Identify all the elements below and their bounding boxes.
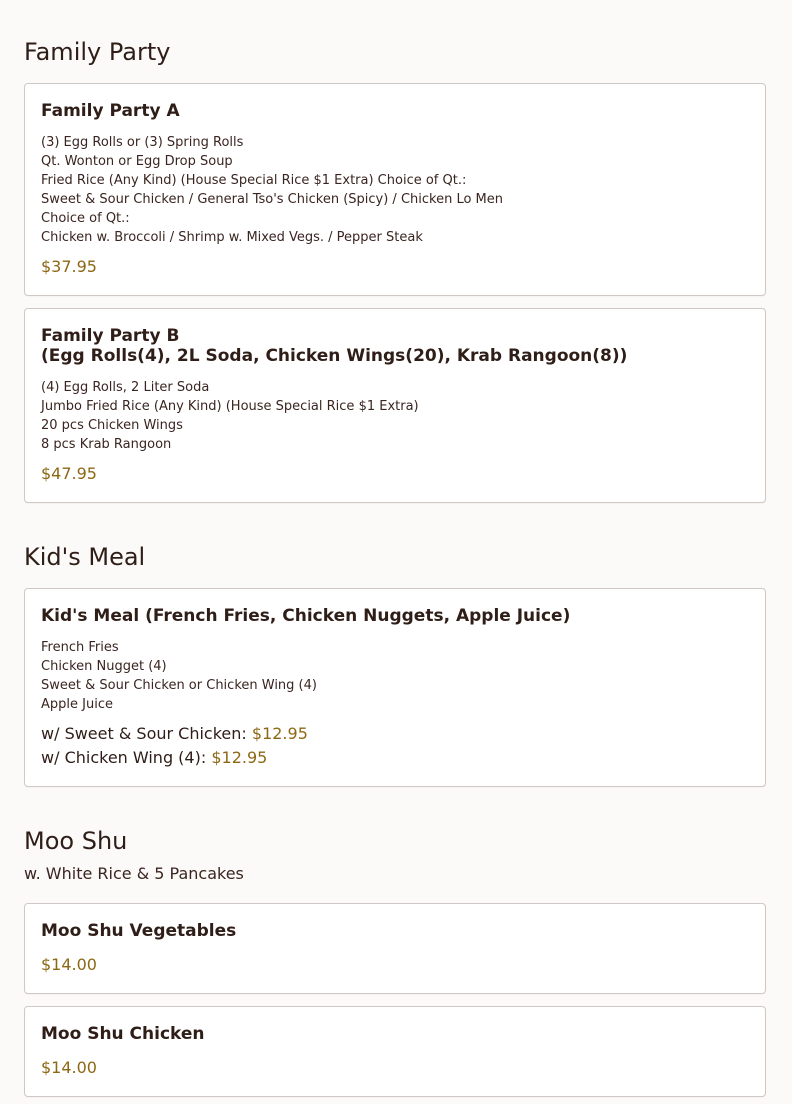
item-description-line: Chicken Nugget (4) <box>41 659 167 674</box>
section-note-moo-shu: w. White Rice & 5 Pancakes <box>24 864 244 883</box>
option-price: $12.95 <box>251 724 308 743</box>
section-title-kids-meal: Kid's Meal <box>24 543 146 571</box>
item-description-line: Choice of Qt.: <box>41 211 130 226</box>
item-description-line: 8 pcs Krab Rangoon <box>41 437 172 452</box>
item-price: $47.95 <box>41 464 97 483</box>
menu-item-kids-meal[interactable] <box>24 588 766 787</box>
price-option[interactable] <box>41 724 308 744</box>
item-description-line: Qt. Wonton or Egg Drop Soup <box>41 154 233 169</box>
item-description-line: (4) Egg Rolls, 2 Liter Soda <box>41 380 210 395</box>
item-name: Moo Shu Vegetables <box>41 921 237 941</box>
item-price: $14.00 <box>41 1058 97 1077</box>
item-description-line: Chicken w. Broccoli / Shrimp w. Mixed Vegs. / Pepper Steak <box>41 230 423 245</box>
item-name: Family Party A <box>41 101 180 121</box>
item-description-line: Sweet & Sour Chicken / General Tso's Chicken (Spicy) / Chicken Lo Men <box>41 192 504 207</box>
item-name: Moo Shu Chicken <box>41 1024 205 1044</box>
price-option[interactable] <box>41 748 267 768</box>
item-price: $14.00 <box>41 955 97 974</box>
item-description-line: Apple Juice <box>41 697 113 712</box>
item-description-line: Sweet & Sour Chicken or Chicken Wing (4) <box>41 678 317 693</box>
menu-item-moo-shu-chicken[interactable] <box>24 1006 766 1097</box>
item-description-line: (3) Egg Rolls or (3) Spring Rolls <box>41 135 244 150</box>
item-price: $37.95 <box>41 257 97 276</box>
section-title-moo-shu: Moo Shu <box>24 827 128 855</box>
option-label: w/ Chicken Wing (4): <box>41 748 207 767</box>
item-name: Family Party B <box>41 326 180 346</box>
item-description-line: Fried Rice (Any Kind) (House Special Rice $1 Extra) Choice of Qt.: <box>41 173 467 188</box>
section-title-family-party: Family Party <box>24 38 171 66</box>
menu-item-moo-shu-vegetables[interactable] <box>24 903 766 994</box>
option-label: w/ Sweet & Sour Chicken: <box>41 724 247 743</box>
menu-item-family-party-a[interactable] <box>24 83 766 296</box>
item-description-line: Jumbo Fried Rice (Any Kind) (House Special Rice $1 Extra) <box>41 399 419 414</box>
option-price: $12.95 <box>211 748 268 767</box>
item-description-line: 20 pcs Chicken Wings <box>41 418 183 433</box>
menu-item-family-party-b[interactable] <box>24 308 766 503</box>
item-name: Kid's Meal (French Fries, Chicken Nuggets, Apple Juice) <box>41 606 571 626</box>
item-name-subtitle: (Egg Rolls(4), 2L Soda, Chicken Wings(20), Krab Rangoon(8)) <box>41 346 628 366</box>
item-description-line: French Fries <box>41 640 119 655</box>
